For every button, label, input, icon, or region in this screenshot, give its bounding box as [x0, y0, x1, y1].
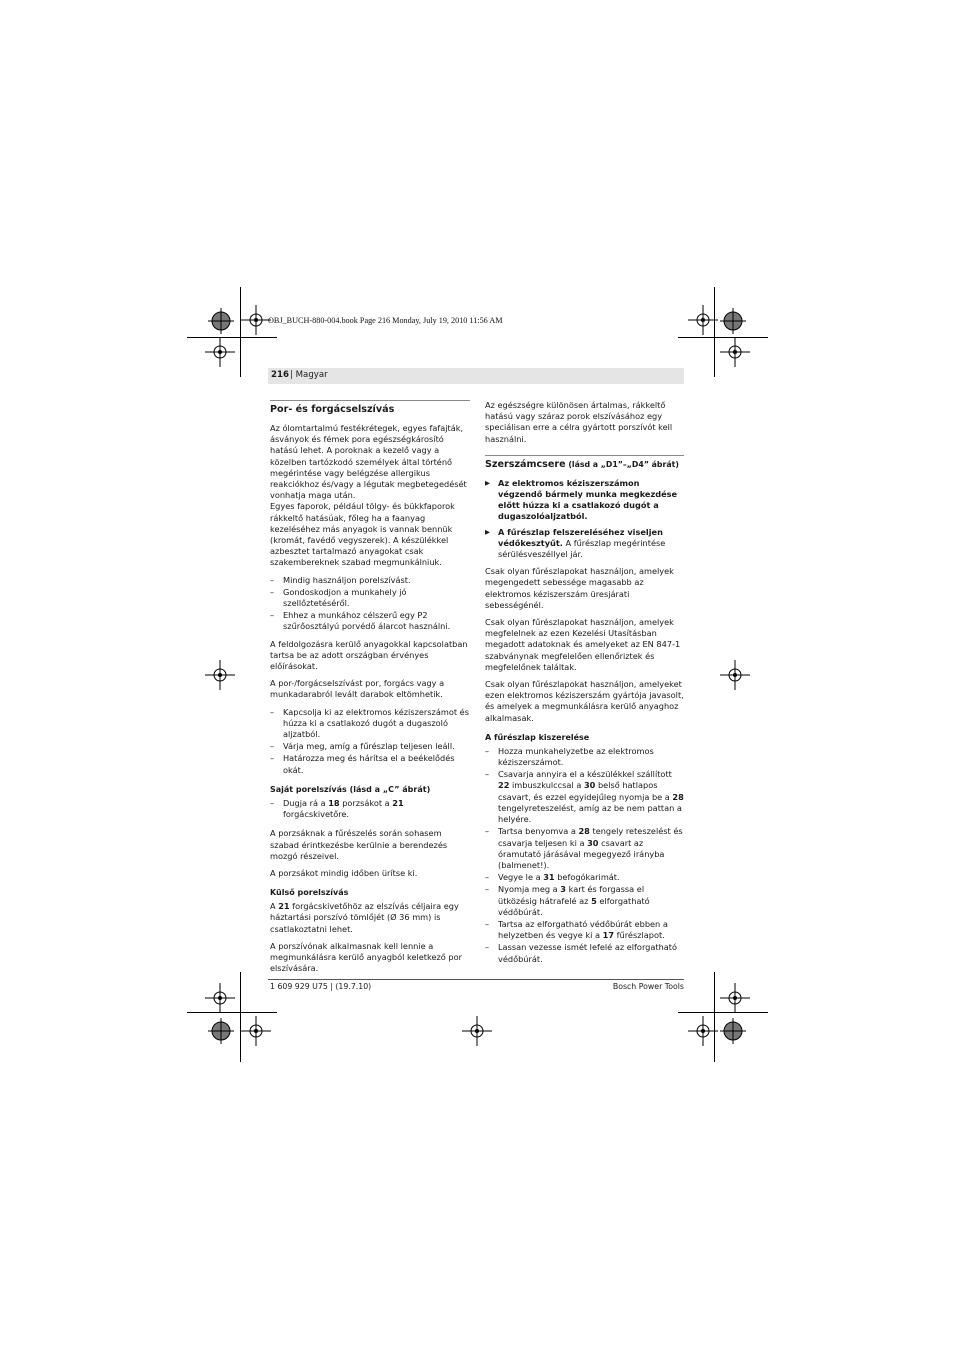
footer-brand: Bosch Power Tools [612, 982, 684, 991]
text-run: Tartsa az elforgatható védőbúrát ebben a helyzetben és vegye ki a [498, 918, 668, 941]
list-item [270, 798, 470, 820]
registration-crosshair-icon [205, 983, 235, 1013]
text-run: porzsákot a [339, 797, 393, 808]
list-item: – Határozza meg és hárítsa el a beékelődés okát. [270, 753, 470, 775]
part-number: 21 [392, 797, 404, 808]
registration-crosshair-icon [205, 337, 235, 367]
text-run: A [270, 901, 279, 912]
text-run: befogókarimát. [554, 872, 620, 883]
warning-item [485, 527, 684, 561]
registration-target-icon [208, 308, 234, 334]
text-run: tengelyreteszelést, amíg az be nem pattan a helyére. [498, 802, 682, 825]
registration-target-icon [720, 1018, 746, 1044]
section-rule [485, 455, 684, 456]
heading-sub: (lásd a „D1”–„D4” ábrát) [565, 459, 679, 469]
registration-crosshair-icon [720, 983, 750, 1013]
warning-item [485, 478, 684, 523]
own-paragraph: A porzsáknak a fűrészelés során sohasem szabad érintkezésbe kerülnie a berendezés mozgó részeivel. [270, 828, 448, 861]
page-header [268, 368, 684, 384]
text-run: Tartsa benyomva a [498, 826, 579, 837]
registration-crosshair-icon [720, 660, 750, 690]
external-paragraph: A porszívónak alkalmasnak kell lennie a megmunkálásra kerülő anyagból keletkező por elszívására. [270, 940, 462, 974]
section-rule [270, 400, 470, 401]
registration-crosshair-icon [241, 305, 271, 335]
registration-crosshair-icon [241, 1016, 271, 1046]
dust-paragraph: Egyes faporok, például tölgy- és bükkfaporok rákkeltő hatásúak, főleg ha a faanyag kezeléséhez más anyagok is vannak bennük (kromát, favédő vegyszerek). A készülékkel azbesztet tartalmazó anyagokat csak szakembereknek szabad megmunkálniuk. [270, 501, 455, 568]
list-item: – Kapcsolja ki az elektromos kéziszerszámot és húzza ki a csatlakozó dugót a dugaszoló aljzatból. [270, 707, 470, 741]
part-number: 22 [498, 780, 510, 791]
list-item [485, 826, 684, 871]
header-language [290, 370, 328, 380]
tool-change-heading [485, 459, 684, 471]
text-run: fűrészlapot. [614, 930, 665, 941]
part-number: 5 [591, 895, 597, 906]
registration-crosshair-icon [688, 305, 718, 335]
text-run: forgácskivetőre. [283, 809, 350, 820]
book-info-line: OBJ_BUCH-880-004.book Page 216 Monday, July 19, 2010 11:56 AM [268, 316, 503, 325]
text-run: Csavarja annyira el a készülékkel szállított [498, 769, 672, 780]
footer-rule [268, 979, 684, 980]
own-extraction-list [270, 798, 470, 820]
text-run: imbuszkulccsal a [509, 780, 584, 791]
blade-paragraph: Csak olyan fűrészlapokat használjon, amelyek megengedett sebessége magasabb az elektromos kéziszerszám üresjárati sebességénél. [485, 566, 674, 610]
right-column [485, 400, 684, 971]
list-item: – Várja meg, amíg a fűrészlap teljesen leáll. [270, 741, 470, 752]
list-item: – Mindig használjon porelszívást. [270, 575, 470, 586]
text-run: kart és forgassa el ütközésig hátrafelé az [498, 884, 645, 906]
list-item [485, 769, 684, 825]
text-run: csavart az óramutató járásával megegyező irányba (balmenet!). [498, 837, 665, 870]
list-item: – Hozza munkahelyzetbe az elektromos kéziszerszámot. [485, 746, 684, 768]
own-paragraph: A porzsákot mindig időben ürítse ki. [270, 867, 418, 878]
text-run: tengely reteszelést és csavarja teljesen ki a [498, 826, 683, 848]
external-extraction-heading: Külső porelszívás [270, 888, 349, 898]
part-number: 3 [560, 884, 566, 895]
dust-heading: Por- és forgácselszívás [270, 404, 395, 415]
text-run: A fűrészlap megérintése sérülésveszéllyel jár. [498, 537, 666, 560]
list-item [485, 884, 684, 918]
part-number: 21 [278, 901, 290, 912]
part-number: 30 [583, 780, 596, 791]
part-number: 28 [672, 791, 684, 802]
footer-doc-id: 1 609 929 U75 | (19.7.10) [270, 982, 372, 991]
dust-list [270, 575, 470, 633]
registration-target-icon [208, 1018, 234, 1044]
header-language-label: Magyar [295, 370, 328, 380]
registration-crosshair-icon [462, 1016, 492, 1046]
warning-list [485, 478, 684, 560]
clog-list [270, 707, 470, 776]
heading-main: Szerszámcsere [485, 458, 566, 470]
header-separator: | [290, 370, 293, 380]
text-run: Vegye le a [498, 872, 544, 883]
external-paragraph [270, 901, 470, 935]
removal-list [485, 746, 684, 965]
intro-paragraph: Az egészségre különösen ártalmas, rákkeltő hatású vagy száraz porok elszívásához egy speciálisan erre a célra gyártott porszívót kell használni. [485, 400, 673, 444]
blade-removal-heading: A fűrészlap kiszerelése [485, 732, 590, 742]
part-number: 17 [602, 930, 615, 941]
registration-target-icon [720, 308, 746, 334]
warning-text: Az elektromos kéziszerszámon végzendő bármely munka megkezdése előtt húzza ki a csatlakozó dugót a dugaszolóaljzatból. [498, 477, 678, 522]
dust-paragraph: Az ólomtartalmú festékrétegek, egyes fafajták, ásványok és fémek pora egészségkárosító hatású lehet. A poroknak a kezelő vagy a közelben tartózkodó személyek által történő megérintése vagy belégzése allergikus reakciókhoz és/vagy a légutak megbetegedését vonhatja maga után. [270, 423, 467, 501]
text-run: Nyomja meg a [498, 884, 561, 895]
list-item [485, 872, 684, 883]
text-run: belső hatlapos csavart, és ezzel egyidejűleg nyomja be a [498, 780, 673, 802]
part-number: 30 [587, 837, 599, 848]
registration-crosshair-icon [720, 337, 750, 367]
dust-paragraph: A por-/forgácselszívást por, forgács vagy a munkadarabról levált darabok eltömhetik. [270, 678, 445, 700]
text-run: elforgatható védőbúrát. [498, 895, 650, 917]
own-extraction-heading: Saját porelszívás (lásd a „C” ábrát) [270, 784, 431, 794]
text-run: Dugja rá a [283, 797, 329, 808]
text-run: forgácskivetőhöz az elszívás céljaira egy háztartási porszívó tömlőjét (Ø 36 mm) is csatlakoztatni lehet. [270, 901, 459, 934]
registration-crosshair-icon [688, 1016, 718, 1046]
page-number: 216 [271, 370, 289, 380]
part-number: 18 [328, 797, 340, 808]
warning-text: A fűrészlap felszereléséhez viseljen védőkesztyűt. [498, 526, 663, 548]
registration-crosshair-icon [205, 660, 235, 690]
blade-paragraph: Csak olyan fűrészlapokat használjon, amelyeket ezen elektromos kéziszerszám gyártója javasolt, és amelyek a megmunkálásra kerülő anyaghoz alkalmasak. [485, 679, 684, 723]
part-number: 31 [543, 872, 555, 883]
left-column [270, 400, 470, 980]
dust-paragraph: A feldolgozásra kerülő anyagokkal kapcsolatban tartsa be az adott országban érvényes előírásokat. [270, 638, 468, 672]
blade-paragraph: Csak olyan fűrészlapokat használjon, amelyek megfelelnek az ezen Kezelési Utasításban megadott adatoknak és amelyeket az EN 847-1 szabványnak megfelelően ellenőriztek és megfelelőnek találtak. [485, 617, 681, 672]
list-item [485, 919, 684, 941]
list-item: – Gondoskodjon a munkahely jó szellőztetéséről. [270, 587, 470, 609]
part-number: 28 [578, 826, 590, 837]
list-item: – Ehhez a munkához célszerű egy P2 szűrőosztályú porvédő álarcot használni. [270, 610, 470, 632]
list-item: – Lassan vezesse ismét lefelé az elforgatható védőbúrát. [485, 942, 684, 964]
